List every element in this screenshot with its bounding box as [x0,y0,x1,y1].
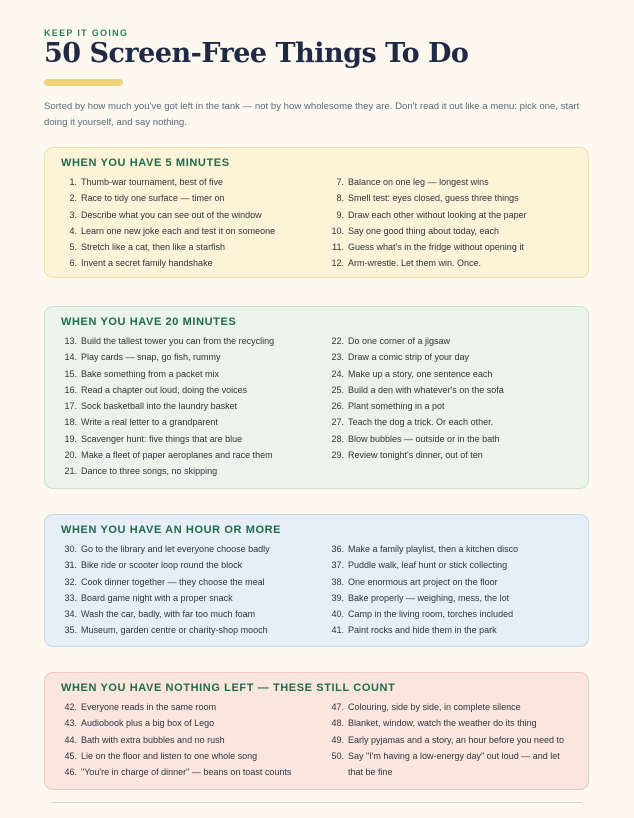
item-text: Say one good thing about today, each [348,225,499,236]
activity-list-right [328,541,568,639]
item-text: Draw each other without looking at the paper [348,209,527,220]
item-number: 21. [64,466,77,477]
item-text: Scavenger hunt: five things that are blue [81,433,243,444]
list-item [61,398,274,414]
list-item [61,255,275,271]
activity-list-left [61,174,275,272]
item-number: 49. [331,734,344,745]
activity-list-right [328,333,568,463]
item-text: Balance on one leg — longest wins [348,177,489,187]
list-item [328,606,568,622]
item-number: 10. [331,225,344,236]
item-number: 31. [64,560,77,571]
intro-text: Sorted by how much you've got left in the tank — not by how wholesome they are. Don't read it out like a menu: pick one, start doing it yourself, and say nothing. [44,101,580,128]
item-text: Smell test: eyes closed, guess three things [348,193,519,204]
item-text: Sock basketball into the laundry basket [81,401,238,412]
item-text: Thumb-war tournament, best of five [81,177,224,187]
item-number: 11. [332,242,344,253]
list-item [328,590,568,606]
list-item [328,748,568,781]
item-text: Play cards — snap, go fish, rummy [81,352,221,363]
item-text: Blow bubbles — outside or in the bath [348,433,500,444]
list-item [328,223,568,239]
item-number: 43. [64,718,77,729]
list-item [61,574,270,590]
list-item [328,174,568,190]
item-number: 48. [331,718,344,729]
list-item [61,699,291,715]
list-item [328,255,568,271]
item-text: Write a real letter to a grandparent [81,417,218,428]
item-text: Read a chapter out loud, doing the voices [81,384,248,395]
list-item [328,382,568,398]
item-text: Describe what you can see out of the window [81,209,262,220]
item-number: 45. [64,750,77,761]
item-text: Race to tidy one surface — timer on [81,193,225,204]
item-number: 32. [64,576,77,587]
item-number: 19. [64,433,77,444]
list-item [61,732,291,748]
item-number: 50. [331,750,344,761]
item-number: 13. [64,336,77,346]
list-item [61,764,291,780]
kicker: KEEP IT GOING [44,28,129,38]
item-text: Bake something from a packet mix [81,368,220,379]
list-item [328,366,568,382]
list-item [328,207,568,223]
item-text: Board game night with a proper snack [81,592,233,603]
list-item [61,606,270,622]
item-text: Dance to three songs, no skipping [81,466,218,477]
list-item [328,541,568,557]
item-number: 12. [331,258,344,269]
item-number: 40. [331,609,344,620]
list-item [61,414,274,430]
activity-list-left [61,541,270,639]
section-title: WHEN YOU HAVE NOTHING LEFT — THESE STILL COUNT [61,682,396,694]
list-item [61,333,274,349]
item-number: 20. [64,450,77,461]
section-nothing-left [44,672,589,790]
item-number: 6. [69,258,77,269]
item-number: 42. [64,702,77,712]
item-number: 18. [64,417,77,428]
item-text: Wash the car, badly, with far too much foam [81,609,256,620]
item-text: Museum, garden centre or charity-shop mooch [81,625,268,636]
item-number: 24. [331,368,344,379]
activity-list-right [328,174,568,272]
activity-list-left [61,333,274,480]
item-number: 7. [336,177,344,187]
list-item [61,431,274,447]
activity-list-right [328,699,568,780]
list-item [328,431,568,447]
item-text: Lie on the floor and listen to one whole song [81,750,258,761]
item-text: Build the tallest tower you can from the recycling [81,336,275,346]
item-text: Build a den with whatever's on the sofa [348,384,504,395]
item-number: 15. [64,368,77,379]
item-text: Colouring, side by side, in complete silence [348,702,521,712]
list-item [328,557,568,573]
item-text: Say "I'm having a low-energy day" out loud — and let that be fine [348,750,560,778]
page-title: 50 Screen-Free Things To Do [44,38,469,69]
list-item [61,748,291,764]
item-number: 34. [64,609,77,620]
list-item [328,732,568,748]
item-text: Draw a comic strip of your day [348,352,470,363]
item-text: Teach the dog a trick. Or each other. [348,417,494,428]
item-number: 46. [64,767,77,778]
item-number: 36. [331,544,344,554]
item-number: 8. [336,193,344,204]
item-number: 37. [331,560,344,571]
section-title: WHEN YOU HAVE AN HOUR OR MORE [61,524,282,536]
item-number: 47. [331,702,344,712]
item-number: 30. [64,544,77,554]
list-item [328,349,568,365]
list-item [61,463,274,479]
item-text: Blanket, window, watch the weather do its thing [348,718,537,729]
item-number: 35. [64,625,77,636]
item-text: Go to the library and let everyone choose badly [81,544,270,554]
item-text: Early pyjamas and a story, an hour before you need to [348,734,564,745]
item-number: 39. [331,592,344,603]
list-item [61,622,270,638]
list-item [328,447,568,463]
item-text: Stretch like a cat, then like a starfish [81,242,226,253]
list-item [61,715,291,731]
item-number: 41. [331,625,344,636]
item-text: Bath with extra bubbles and no rush [81,734,225,745]
item-text: Camp in the living room, torches included [348,609,514,620]
item-text: Make a fleet of paper aeroplanes and race them [81,450,273,461]
footer-divider [52,802,582,803]
item-text: Plant something in a pot [348,401,445,412]
list-item [61,207,275,223]
section-hour-or-more [44,514,589,647]
list-item [328,622,568,638]
list-item [61,223,275,239]
item-number: 14. [64,352,77,363]
item-number: 22. [331,336,344,346]
item-number: 1. [69,177,77,187]
item-text: Invent a secret family handshake [81,258,213,269]
list-item [61,239,275,255]
section-title: WHEN YOU HAVE 5 MINUTES [61,157,230,169]
item-text: Bake properly — weighing, mess, the lot [348,592,510,603]
title-underline [44,79,123,86]
item-number: 4. [69,225,77,236]
list-item [61,349,274,365]
item-text: Make a family playlist, then a kitchen disco [348,544,519,554]
list-item [328,574,568,590]
item-text: Guess what's in the fridge without opening it [348,242,524,253]
item-text: Arm-wrestle. Let them win. Once. [348,258,482,269]
list-item [61,557,270,573]
item-number: 17. [64,401,77,412]
list-item [328,239,568,255]
item-number: 3. [69,209,77,220]
item-text: Audiobook plus a big box of Lego [81,718,215,729]
item-number: 28. [331,433,344,444]
list-item [61,382,274,398]
item-text: Learn one new joke each and test it on someone [81,225,276,236]
list-item [61,447,274,463]
item-text: Cook dinner together — they choose the meal [81,576,265,587]
item-number: 9. [336,209,344,220]
item-number: 33. [64,592,77,603]
section-title: WHEN YOU HAVE 20 MINUTES [61,316,237,328]
section-20-minutes [44,306,589,489]
list-item [61,590,270,606]
list-item [328,715,568,731]
item-number: 27. [331,417,344,428]
list-item [328,414,568,430]
list-item [61,190,275,206]
item-text: Review tonight's dinner, out of ten [348,450,483,461]
item-number: 29. [331,450,344,461]
list-item [328,190,568,206]
activity-list-left [61,699,291,780]
list-item [328,333,568,349]
item-text: Make up a story, one sentence each [348,368,493,379]
item-text: Puddle walk, leaf hunt or stick collecting [348,560,508,571]
item-text: Bike ride or scooter loop round the block [81,560,243,571]
item-number: 2. [69,193,77,204]
list-item [61,174,275,190]
item-number: 26. [331,401,344,412]
item-number: 25. [331,384,344,395]
list-item [328,699,568,715]
item-text: Do one corner of a jigsaw [348,336,451,346]
item-number: 5. [69,242,77,253]
list-item [328,398,568,414]
section-5-minutes [44,147,589,278]
item-text: Everyone reads in the same room [81,702,217,712]
item-number: 16. [64,384,77,395]
list-item [61,366,274,382]
item-number: 38. [331,576,344,587]
item-number: 44. [64,734,77,745]
list-item [61,541,270,557]
item-number: 23. [331,352,344,363]
item-text: "You're in charge of dinner" — beans on toast counts [81,767,292,778]
item-text: One enormous art project on the floor [348,576,498,587]
item-text: Paint rocks and hide them in the park [348,625,497,636]
